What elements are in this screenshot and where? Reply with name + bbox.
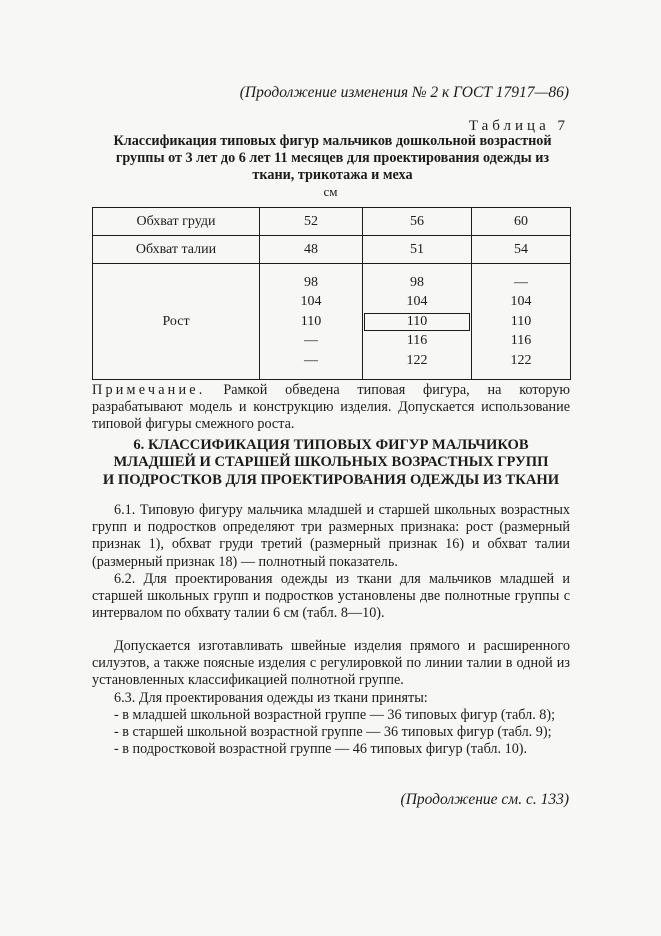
table-row — [93, 264, 571, 380]
height-value-text: 116 — [406, 333, 428, 349]
list-item: - в старшей школьной возрастной группе — 36 типовых фигур (табл. 9); — [114, 724, 552, 741]
list-item: - в младшей школьной возрастной группе — 36 типовых фигур (табл. 8); — [114, 706, 556, 723]
continuation-header: (Продолжение изменения № 2 к ГОСТ 17917—86) — [239, 84, 569, 101]
table-cell — [363, 264, 472, 380]
note-text: Рамкой обведена типовая фигура, на которую разрабатывают модель и конструкцию изделия. Допускается использование типовой фигуры смежного роста. — [92, 382, 570, 433]
table-cell: 48 — [260, 236, 363, 264]
section-title-line: 6. КЛАССИФИКАЦИЯ ТИПОВЫХ ФИГУР МАЛЬЧИКОВ — [133, 437, 529, 453]
paragraph: 6.2. Для проектирования одежды из ткани для мальчиков младшей и старшей школьных групп и подростков установлены две полнотные группы с интервалом по обхвату талии 6 см (табл. 8—10). — [92, 570, 570, 622]
height-value — [260, 331, 362, 350]
height-value — [363, 273, 471, 292]
section-body — [92, 502, 570, 622]
height-value-text: 104 — [406, 294, 428, 310]
height-values-column — [472, 264, 570, 370]
height-value — [363, 351, 471, 370]
height-value — [363, 331, 471, 350]
figure-classification-table — [92, 207, 571, 380]
paragraph: 6.3. Для проектирования одежды из ткани приняты: — [114, 689, 428, 706]
height-value — [363, 292, 471, 311]
height-value — [472, 273, 570, 292]
height-value — [472, 292, 570, 311]
section-title-line: МЛАДШЕЙ И СТАРШЕЙ ШКОЛЬНЫХ ВОЗРАСТНЫХ ГРУПП — [113, 454, 549, 471]
table-cell: 52 — [260, 208, 363, 236]
height-value-text: 98 — [410, 275, 424, 290]
table-row — [93, 236, 571, 264]
table-cell — [260, 264, 363, 380]
paragraph: 6.1. Типовую фигуру мальчика младшей и старшей школьных возрастных групп и подростков определяют три размерных признака: рост (размерный признак 1), обхват груди третий (размерный признак 16) и обхват талии (размерный признак 18) — полнотный показатель. — [92, 502, 570, 570]
section-title — [92, 437, 570, 489]
height-value — [472, 312, 570, 331]
table-note — [92, 382, 570, 434]
height-value — [363, 312, 471, 331]
height-value — [472, 351, 570, 370]
height-values-column — [363, 264, 471, 370]
row-label: Рост — [93, 264, 260, 380]
height-value-text: 116 — [510, 333, 532, 349]
height-value-text: — — [304, 333, 318, 349]
height-value — [260, 292, 362, 311]
list-item: - в подростковой возрастной группе — 46 типовых фигур (табл. 10). — [114, 741, 528, 758]
table-cell: 60 — [472, 208, 571, 236]
height-value — [260, 273, 362, 292]
continuation-footer: (Продолжение см. с. 133) — [400, 791, 569, 808]
table-number: Таблица 7 — [468, 118, 569, 134]
height-value-text: 104 — [510, 294, 532, 310]
row-label: Обхват талии — [93, 236, 260, 264]
height-value-text: 104 — [300, 294, 322, 310]
table-cell — [472, 264, 571, 380]
typical-figure-frame: 110 — [364, 313, 470, 331]
table-cell: 51 — [363, 236, 472, 264]
height-value-text: — — [514, 275, 528, 290]
height-values-column — [260, 264, 362, 370]
height-value — [260, 312, 362, 331]
section-body-continued — [92, 638, 570, 758]
row-label: Обхват груди — [93, 208, 260, 236]
height-value — [260, 351, 362, 370]
height-value-text: — — [304, 352, 318, 368]
table-row — [93, 208, 571, 236]
height-value-text: 98 — [304, 275, 318, 290]
table-title: Классификация типовых фигур мальчиков дошкольной возрастной группы от 3 лет до 6 лет 11 месяцев для проектирования одежды из ткани, трикотажа и меха — [113, 133, 552, 183]
height-value-text: 110 — [510, 313, 532, 329]
height-value-text: 122 — [510, 352, 532, 368]
height-value — [472, 331, 570, 350]
section-title-line: И ПОДРОСТКОВ ДЛЯ ПРОЕКТИРОВАНИЯ ОДЕЖДЫ ИЗ ТКАНИ — [102, 471, 560, 488]
table-cell: 56 — [363, 208, 472, 236]
table-cell: 54 — [472, 236, 571, 264]
height-value-text: 110 — [300, 313, 322, 329]
note-lead: Примечание. — [92, 382, 206, 398]
paragraph: Допускается изготавливать швейные изделия прямого и расширенного силуэтов, а также поясные изделия с регулировкой по линии талии в одной из установленных классификацией полнотной группе. — [92, 638, 570, 689]
table-unit: см — [323, 184, 338, 199]
height-value-text: 122 — [406, 352, 428, 368]
